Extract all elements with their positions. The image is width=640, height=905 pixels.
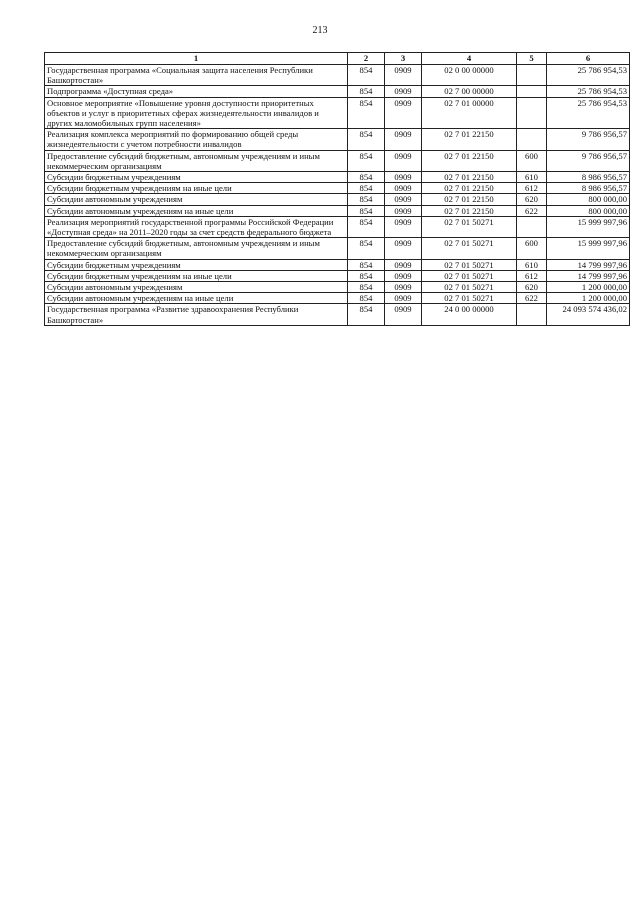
table-row bbox=[45, 194, 630, 205]
amount-cell: 1 200 000,00 bbox=[547, 282, 630, 293]
department-code-cell: 854 bbox=[348, 293, 385, 304]
table-row bbox=[45, 65, 630, 86]
expense-type-cell: 610 bbox=[517, 259, 547, 270]
table-row bbox=[45, 172, 630, 183]
page-number: 213 bbox=[312, 25, 328, 36]
expense-type-cell: 600 bbox=[517, 238, 547, 259]
expense-type-cell: 612 bbox=[517, 270, 547, 281]
column-header-2: 2 bbox=[348, 53, 385, 65]
department-code-cell: 854 bbox=[348, 270, 385, 281]
section-code-cell: 0909 bbox=[385, 97, 422, 129]
amount-cell: 25 786 954,53 bbox=[547, 86, 630, 97]
target-item-cell: 02 7 01 50271 bbox=[422, 293, 517, 304]
target-item-cell: 02 7 01 50271 bbox=[422, 259, 517, 270]
target-item-cell: 02 7 01 22150 bbox=[422, 183, 517, 194]
amount-cell: 1 200 000,00 bbox=[547, 293, 630, 304]
department-code-cell: 854 bbox=[348, 194, 385, 205]
section-code-cell: 0909 bbox=[385, 216, 422, 237]
section-code-cell: 0909 bbox=[385, 293, 422, 304]
expense-type-cell bbox=[517, 304, 547, 325]
row-name-cell: Субсидии автономным учреждениям на иные цели bbox=[45, 205, 348, 216]
row-name-cell: Субсидии автономным учреждениям bbox=[45, 282, 348, 293]
department-code-cell: 854 bbox=[348, 65, 385, 86]
table-row bbox=[45, 259, 630, 270]
department-code-cell: 854 bbox=[348, 183, 385, 194]
amount-cell: 14 799 997,96 bbox=[547, 259, 630, 270]
amount-cell: 15 999 997,96 bbox=[547, 238, 630, 259]
table-body bbox=[45, 65, 630, 326]
target-item-cell: 24 0 00 00000 bbox=[422, 304, 517, 325]
expense-type-cell bbox=[517, 129, 547, 150]
department-code-cell: 854 bbox=[348, 238, 385, 259]
target-item-cell: 02 7 01 22150 bbox=[422, 129, 517, 150]
table-row bbox=[45, 238, 630, 259]
section-code-cell: 0909 bbox=[385, 282, 422, 293]
row-name-cell: Реализация комплекса мероприятий по формированию общей среды жизнедеятельности с учетом потребности инвалидов bbox=[45, 129, 348, 150]
row-name-cell: Реализация мероприятий государственной программы Российской Федерации «Доступная среда» на 2011–2020 годы за счет средств федерального бюджета bbox=[45, 216, 348, 237]
table-row bbox=[45, 150, 630, 171]
department-code-cell: 854 bbox=[348, 216, 385, 237]
row-name-cell: Субсидии автономным учреждениям на иные цели bbox=[45, 293, 348, 304]
budget-table bbox=[44, 52, 630, 326]
expense-type-cell: 620 bbox=[517, 282, 547, 293]
row-name-cell: Субсидии бюджетным учреждениям bbox=[45, 259, 348, 270]
column-header-5: 5 bbox=[517, 53, 547, 65]
table-row bbox=[45, 97, 630, 129]
section-code-cell: 0909 bbox=[385, 183, 422, 194]
table-row bbox=[45, 270, 630, 281]
target-item-cell: 02 0 00 00000 bbox=[422, 65, 517, 86]
department-code-cell: 854 bbox=[348, 172, 385, 183]
table-row bbox=[45, 293, 630, 304]
target-item-cell: 02 7 01 50271 bbox=[422, 238, 517, 259]
amount-cell: 8 986 956,57 bbox=[547, 172, 630, 183]
column-header-3: 3 bbox=[385, 53, 422, 65]
table-row bbox=[45, 86, 630, 97]
department-code-cell: 854 bbox=[348, 97, 385, 129]
amount-cell: 8 986 956,57 bbox=[547, 183, 630, 194]
department-code-cell: 854 bbox=[348, 282, 385, 293]
expense-type-cell bbox=[517, 97, 547, 129]
section-code-cell: 0909 bbox=[385, 65, 422, 86]
row-name-cell: Основное мероприятие «Повышение уровня доступности приоритетных объектов и услуг в приоритетных сферах жизнедеятельности инвалидов и других маломобильных групп населения» bbox=[45, 97, 348, 129]
section-code-cell: 0909 bbox=[385, 150, 422, 171]
row-name-cell: Предоставление субсидий бюджетным, автономным учреждениям и иным некоммерческим организациям bbox=[45, 150, 348, 171]
expense-type-cell bbox=[517, 86, 547, 97]
row-name-cell: Субсидии автономным учреждениям bbox=[45, 194, 348, 205]
table-row bbox=[45, 129, 630, 150]
row-name-cell: Государственная программа «Развитие здравоохранения Республики Башкортостан» bbox=[45, 304, 348, 325]
table-row bbox=[45, 205, 630, 216]
amount-cell: 9 786 956,57 bbox=[547, 129, 630, 150]
department-code-cell: 854 bbox=[348, 259, 385, 270]
section-code-cell: 0909 bbox=[385, 259, 422, 270]
expense-type-cell: 620 bbox=[517, 194, 547, 205]
amount-cell: 14 799 997,96 bbox=[547, 270, 630, 281]
department-code-cell: 854 bbox=[348, 150, 385, 171]
department-code-cell: 854 bbox=[348, 86, 385, 97]
target-item-cell: 02 7 01 22150 bbox=[422, 194, 517, 205]
row-name-cell: Предоставление субсидий бюджетным, автономным учреждениям и иным некоммерческим организациям bbox=[45, 238, 348, 259]
target-item-cell: 02 7 01 22150 bbox=[422, 172, 517, 183]
column-header-4: 4 bbox=[422, 53, 517, 65]
department-code-cell: 854 bbox=[348, 304, 385, 325]
section-code-cell: 0909 bbox=[385, 205, 422, 216]
section-code-cell: 0909 bbox=[385, 129, 422, 150]
section-code-cell: 0909 bbox=[385, 194, 422, 205]
target-item-cell: 02 7 01 00000 bbox=[422, 97, 517, 129]
row-name-cell: Субсидии бюджетным учреждениям на иные цели bbox=[45, 270, 348, 281]
column-header-1: 1 bbox=[45, 53, 348, 65]
section-code-cell: 0909 bbox=[385, 270, 422, 281]
section-code-cell: 0909 bbox=[385, 238, 422, 259]
expense-type-cell bbox=[517, 65, 547, 86]
target-item-cell: 02 7 01 22150 bbox=[422, 205, 517, 216]
amount-cell: 800 000,00 bbox=[547, 194, 630, 205]
expense-type-cell bbox=[517, 216, 547, 237]
target-item-cell: 02 7 00 00000 bbox=[422, 86, 517, 97]
table-row bbox=[45, 282, 630, 293]
department-code-cell: 854 bbox=[348, 205, 385, 216]
amount-cell: 25 786 954,53 bbox=[547, 65, 630, 86]
row-name-cell: Субсидии бюджетным учреждениям bbox=[45, 172, 348, 183]
table-header-row bbox=[45, 53, 630, 65]
section-code-cell: 0909 bbox=[385, 172, 422, 183]
amount-cell: 9 786 956,57 bbox=[547, 150, 630, 171]
amount-cell: 25 786 954,53 bbox=[547, 97, 630, 129]
column-header-6: 6 bbox=[547, 53, 630, 65]
amount-cell: 800 000,00 bbox=[547, 205, 630, 216]
section-code-cell: 0909 bbox=[385, 304, 422, 325]
row-name-cell: Подпрограмма «Доступная среда» bbox=[45, 86, 348, 97]
row-name-cell: Государственная программа «Социальная защита населения Республики Башкортостан» bbox=[45, 65, 348, 86]
amount-cell: 15 999 997,96 bbox=[547, 216, 630, 237]
target-item-cell: 02 7 01 50271 bbox=[422, 270, 517, 281]
table-row bbox=[45, 216, 630, 237]
row-name-cell: Субсидии бюджетным учреждениям на иные цели bbox=[45, 183, 348, 194]
department-code-cell: 854 bbox=[348, 129, 385, 150]
table-row bbox=[45, 304, 630, 325]
expense-type-cell: 612 bbox=[517, 183, 547, 194]
target-item-cell: 02 7 01 50271 bbox=[422, 216, 517, 237]
section-code-cell: 0909 bbox=[385, 86, 422, 97]
expense-type-cell: 610 bbox=[517, 172, 547, 183]
expense-type-cell: 622 bbox=[517, 293, 547, 304]
expense-type-cell: 622 bbox=[517, 205, 547, 216]
target-item-cell: 02 7 01 22150 bbox=[422, 150, 517, 171]
table-row bbox=[45, 183, 630, 194]
expense-type-cell: 600 bbox=[517, 150, 547, 171]
target-item-cell: 02 7 01 50271 bbox=[422, 282, 517, 293]
amount-cell: 24 093 574 436,02 bbox=[547, 304, 630, 325]
